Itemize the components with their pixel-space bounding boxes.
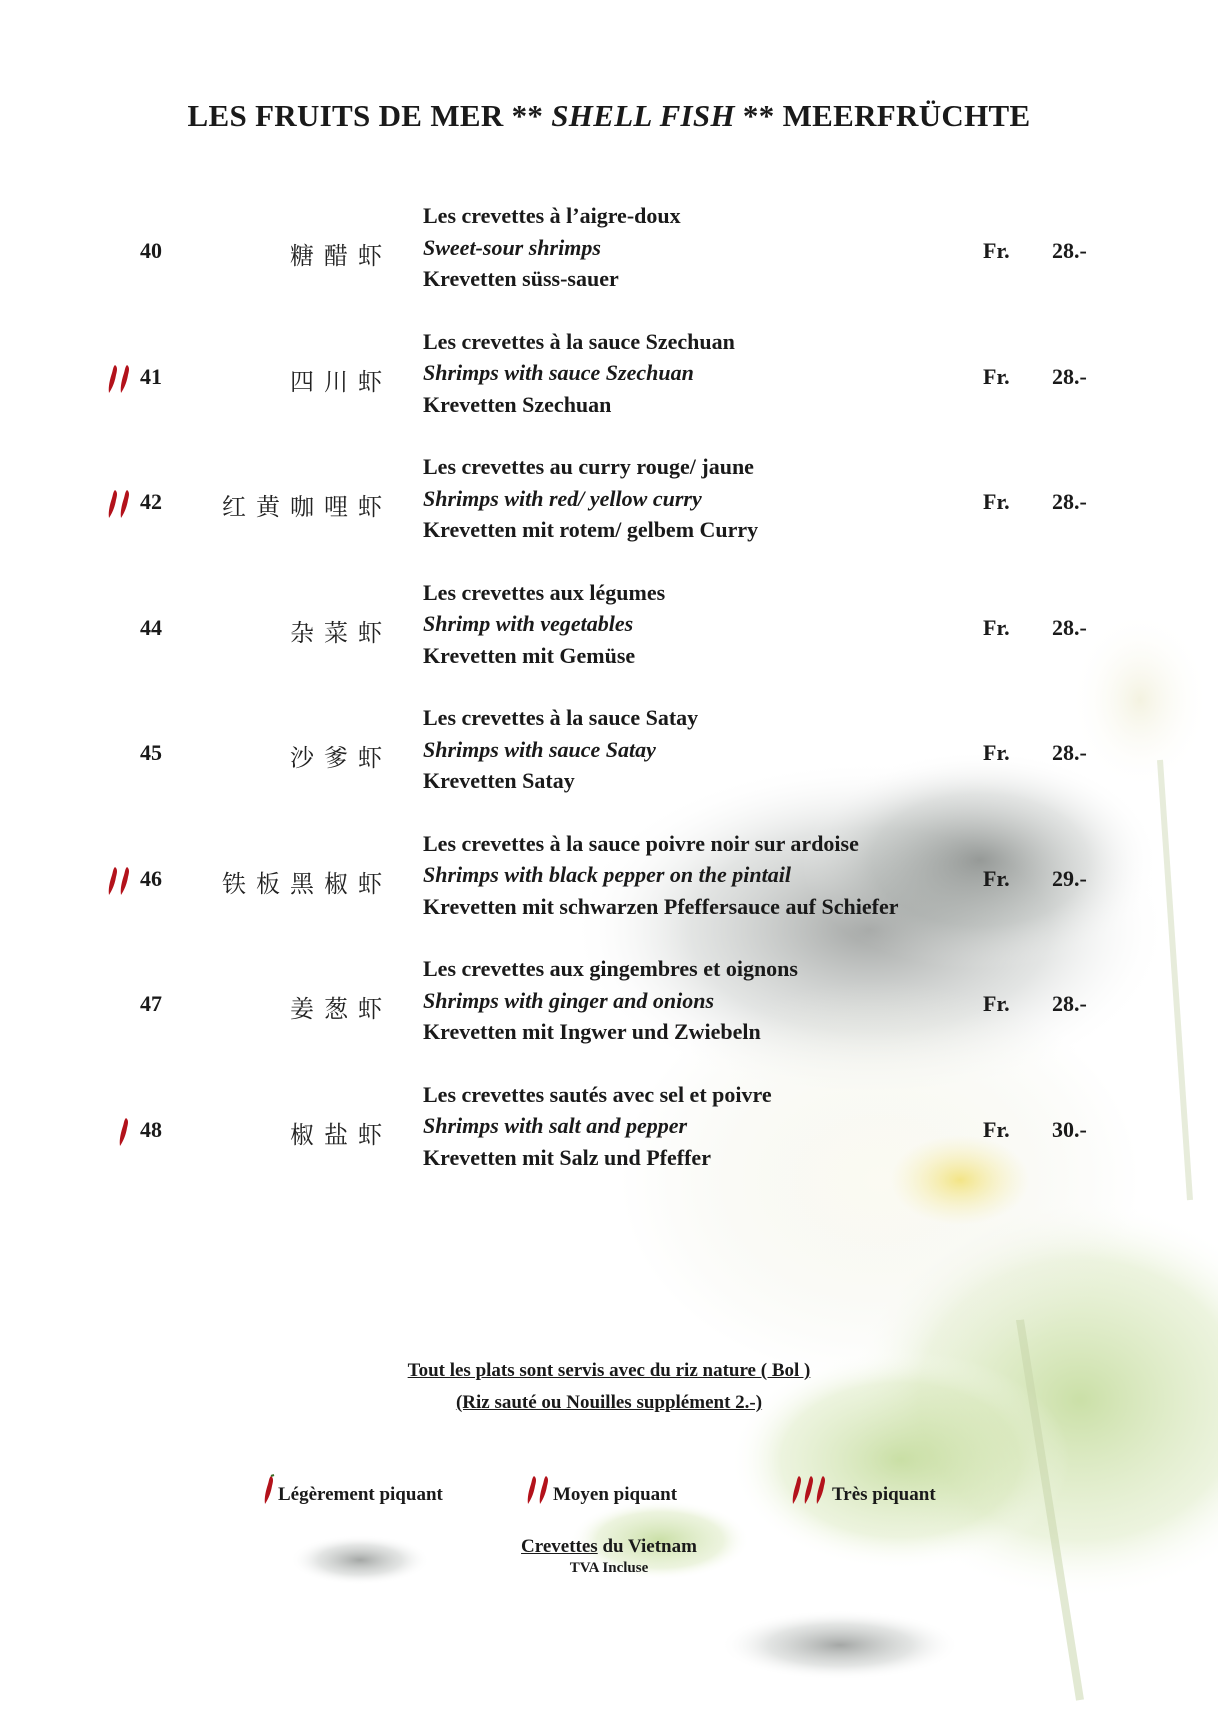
item-currency: Fr. (983, 740, 1010, 765)
menu-item (0, 702, 1218, 828)
item-name-german: Krevetten mit Ingwer und Zwiebeln (423, 1019, 761, 1044)
item-name-german: Krevetten süss-sauer (423, 266, 619, 291)
item-description (423, 200, 983, 295)
item-name-french: Les crevettes sautés avec sel et poivre (423, 1081, 772, 1107)
chili-icon (106, 363, 136, 395)
menu-item (0, 828, 1218, 954)
item-price: 28.- (1052, 614, 1087, 640)
menu-item (0, 1079, 1218, 1205)
item-name-french: Les crevettes aux légumes (423, 579, 666, 605)
menu-item (0, 326, 1218, 452)
item-chinese-name: 红黄咖哩虾 (222, 493, 392, 521)
item-description (423, 828, 983, 923)
item-name-german: Krevetten Szechuan (423, 391, 612, 417)
item-currency: Fr. (983, 238, 1010, 263)
item-name-german: Krevetten mit Salz und Pfeffer (423, 1144, 711, 1170)
item-name-french: Les crevettes à la sauce poivre noir sur ardoise (423, 830, 859, 856)
item-chinese-name: 沙爹虾 (290, 744, 392, 772)
chili-icon (790, 1474, 832, 1506)
item-chinese-name: 铁板黑椒虾 (222, 869, 392, 898)
title-english: SHELL FISH (551, 98, 735, 133)
item-description (423, 953, 983, 1048)
item-currency: Fr. (983, 1116, 1010, 1142)
item-currency: Fr. (983, 363, 1010, 389)
item-name-english: Shrimps with black pepper on the pintail (423, 862, 791, 887)
item-price: 30.- (1052, 1116, 1087, 1142)
item-chinese-name: 姜葱虾 (290, 995, 392, 1023)
legend-hot: Très piquant (790, 1474, 936, 1510)
chili-icon (525, 1474, 553, 1506)
item-price: 28.- (1052, 740, 1087, 765)
item-price: 28.- (1052, 991, 1087, 1016)
chili-icon (110, 1116, 140, 1148)
origin-note: Crevettes du Vietnam (521, 1536, 697, 1557)
item-name-german: Krevetten Satay (423, 768, 575, 793)
item-chinese-name: 椒盐虾 (290, 1120, 392, 1149)
item-name-english: Shrimps with red/ yellow curry (423, 485, 702, 511)
chili-icon (262, 1474, 278, 1506)
vat-note: TVA Incluse (569, 1560, 649, 1576)
item-name-french: Les crevettes à la sauce Satay (423, 705, 699, 730)
chili-icon (106, 488, 136, 520)
item-name-english: Shrimps with salt and pepper (423, 1113, 688, 1138)
supplement-note: (Riz sauté ou Nouilles supplément 2.-) (455, 1392, 763, 1413)
legend-mild: Légèrement piquant (262, 1474, 443, 1510)
item-name-english: Shrimps with sauce Szechuan (423, 360, 694, 385)
item-number: 41 (140, 363, 162, 389)
item-number: 45 (140, 740, 162, 765)
item-name-english: Shrimps with sauce Satay (423, 736, 656, 762)
item-name-german: Krevetten mit schwarzen Pfeffersauce auf Schiefer (423, 893, 899, 919)
item-description (423, 702, 983, 797)
menu-item-list (0, 200, 1218, 1204)
item-chinese-name: 糖醋虾 (290, 242, 392, 270)
chili-icon (106, 865, 136, 897)
menu-item (0, 577, 1218, 703)
item-currency: Fr. (983, 865, 1010, 891)
title-german: ** MEERFRÜCHTE (734, 98, 1031, 133)
item-chinese-name: 杂菜虾 (290, 618, 392, 647)
item-number: 44 (140, 614, 162, 640)
item-price: 28.- (1052, 363, 1087, 389)
item-name-french: Les crevettes au curry rouge/ jaune (423, 454, 754, 479)
item-number: 48 (140, 1116, 162, 1142)
item-name-english: Shrimps with ginger and onions (423, 987, 715, 1013)
item-description (423, 577, 983, 672)
item-currency: Fr. (983, 991, 1010, 1016)
menu-item (0, 953, 1218, 1079)
item-number: 46 (140, 865, 162, 891)
item-currency: Fr. (983, 489, 1010, 514)
item-chinese-name: 四川虾 (290, 367, 392, 396)
item-name-french: Les crevettes à l’aigre-doux (423, 203, 681, 228)
item-price: 28.- (1052, 489, 1087, 514)
page-title (0, 98, 1218, 134)
title-french: LES FRUITS DE MER ** (187, 98, 552, 133)
item-price: 29.- (1052, 865, 1087, 891)
item-description (423, 326, 983, 421)
menu-item (0, 200, 1218, 326)
item-number: 47 (140, 991, 162, 1016)
item-description (423, 451, 983, 546)
item-price: 28.- (1052, 238, 1087, 263)
item-description (423, 1079, 983, 1174)
legend-medium: Moyen piquant (525, 1474, 677, 1510)
rice-note: Tout les plats sont servis avec du riz nature ( Bol ) (407, 1360, 811, 1381)
item-number: 42 (140, 489, 162, 514)
item-name-german: Krevetten mit Gemüse (423, 642, 636, 668)
menu-item (0, 451, 1218, 577)
item-name-german: Krevetten mit rotem/ gelbem Curry (423, 517, 759, 542)
item-currency: Fr. (983, 614, 1010, 640)
item-number: 40 (140, 238, 162, 263)
item-name-english: Sweet-sour shrimps (423, 234, 601, 260)
item-name-french: Les crevettes aux gingembres et oignons (423, 956, 798, 981)
item-name-english: Shrimp with vegetables (423, 611, 634, 636)
item-name-french: Les crevettes à la sauce Szechuan (423, 328, 735, 354)
